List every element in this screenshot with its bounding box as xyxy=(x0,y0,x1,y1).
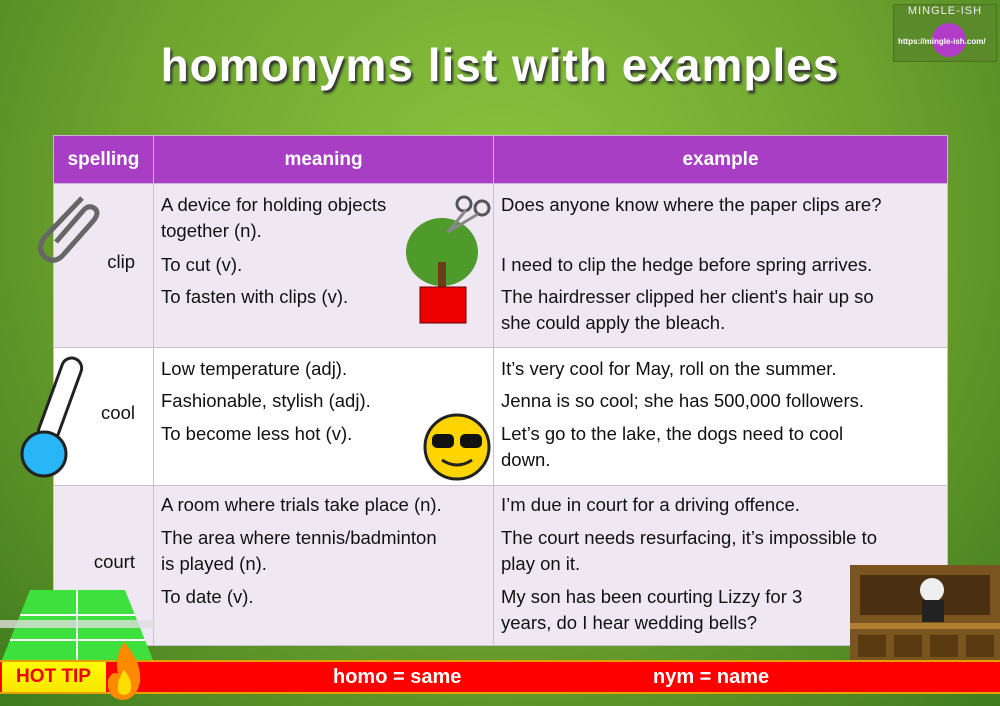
meaning-line: To become less hot (v). xyxy=(161,423,353,444)
logo-url: https://mingle-ish.com/ xyxy=(898,37,986,46)
meaning-line: A device for holding objects xyxy=(161,194,387,215)
flame-icon xyxy=(100,640,148,702)
spelling-cell xyxy=(54,184,154,348)
meaning-line: To cut (v). xyxy=(161,254,243,275)
meaning-cell xyxy=(154,184,494,348)
meaning-line: To date (v). xyxy=(161,586,254,607)
judge-bench-icon xyxy=(850,565,1000,660)
example-cell xyxy=(494,348,948,486)
tip-homo: homo = same xyxy=(333,666,462,688)
meaning-line: Low temperature (adj). xyxy=(161,358,348,379)
meaning-line: A room where trials take place (n). xyxy=(161,494,442,515)
spelling-word: clip xyxy=(107,251,135,272)
example-line: The court needs resurfacing, it’s impossible to xyxy=(501,527,878,548)
table-row xyxy=(54,348,948,486)
meaning-line: To fasten with clips (v). xyxy=(161,286,349,307)
meaning-line: is played (n). xyxy=(161,553,267,574)
logo-name: MINGLE-ISH xyxy=(907,5,983,17)
header-meaning: meaning xyxy=(154,136,494,184)
sunglasses-emoji-icon xyxy=(422,412,492,482)
page-title: homonyms list with examples xyxy=(160,39,840,91)
meaning-line: The area where tennis/badminton xyxy=(161,527,437,548)
spelling-cell xyxy=(54,348,154,486)
example-line: My son has been courting Lizzy for 3 xyxy=(501,586,803,607)
example-cell xyxy=(494,184,948,348)
example-line: Let’s go to the lake, the dogs need to cool xyxy=(501,423,844,444)
example-line: I’m due in court for a driving offence. xyxy=(501,494,800,515)
tip-nym: nym = name xyxy=(653,666,770,688)
example-line: Jenna is so cool; she has 500,000 followers. xyxy=(501,390,865,411)
example-line: she could apply the bleach. xyxy=(501,312,726,333)
site-logo[interactable] xyxy=(893,4,997,62)
meaning-cell xyxy=(154,348,494,486)
example-line: The hairdresser clipped her client's hair up so xyxy=(501,286,874,307)
example-line: I need to clip the hedge before spring arrives. xyxy=(501,254,873,275)
meaning-cell xyxy=(154,486,494,646)
spelling-word: court xyxy=(93,551,135,572)
meaning-line: Fashionable, stylish (adj). xyxy=(161,390,371,411)
meaning-line: together (n). xyxy=(161,220,262,241)
hedge-scissors-icon xyxy=(404,192,494,324)
header-spelling: spelling xyxy=(54,136,154,184)
example-line: It’s very cool for May, roll on the summer. xyxy=(501,358,837,379)
homonyms-table xyxy=(53,135,948,646)
table-row xyxy=(54,486,948,646)
example-line: play on it. xyxy=(501,553,581,574)
hot-tip-bar xyxy=(0,660,1000,694)
example-line: Does anyone know where the paper clips are? xyxy=(501,194,882,215)
header-example: example xyxy=(494,136,948,184)
spelling-word: cool xyxy=(101,402,135,423)
example-line: down. xyxy=(501,449,551,470)
example-line: years, do I hear wedding bells? xyxy=(501,612,758,633)
table-row xyxy=(54,184,948,348)
table-header xyxy=(54,136,948,184)
hot-tip-label: HOT TIP xyxy=(2,662,106,692)
